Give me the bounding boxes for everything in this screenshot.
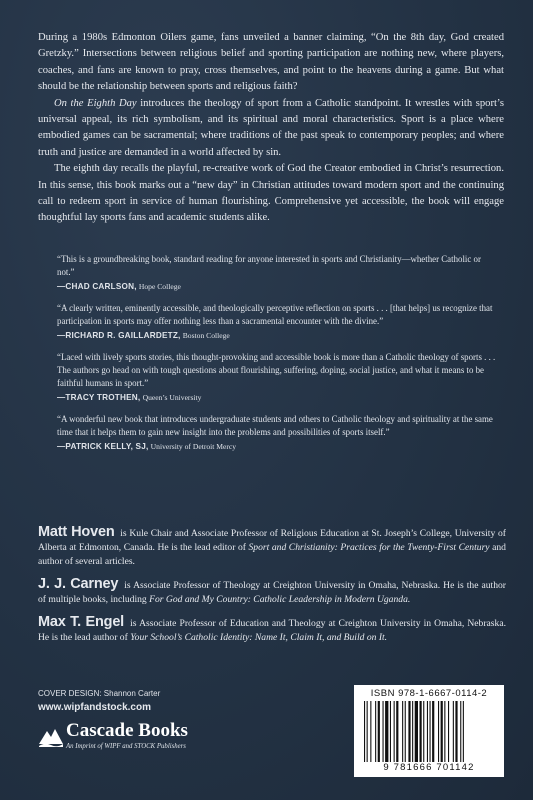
author-bio	[38, 525, 506, 569]
endorsement-attribution	[57, 329, 497, 342]
endorsements	[57, 253, 497, 462]
author-bio	[38, 615, 506, 645]
author-bio	[38, 577, 506, 607]
author-book-title: Sport and Christianity: Practices for the Twenty-First Century	[248, 542, 490, 553]
endorsement	[57, 253, 497, 293]
author-book-title: Your School’s Catholic Identity: Name It, Claim It, and Build on It.	[130, 632, 388, 643]
endorsement-attribution	[57, 280, 497, 293]
cover-design-credit: COVER DESIGN: Shannon Carter	[38, 689, 161, 698]
author-bio-text: is Associate Professor of Education and Theology at Creighton University in Omaha, Nebraska. He is the lead author of	[38, 618, 506, 643]
author-name: Matt Hoven	[38, 524, 115, 540]
endorser-affiliation: University of Detroit Mercy	[150, 442, 237, 451]
endorser-name: —TRACY TROTHEN,	[57, 393, 141, 402]
publisher-name: Cascade Books	[66, 720, 188, 741]
author-name: J. J. Carney	[38, 576, 119, 592]
publisher-website: www.wipfandstock.com	[38, 702, 151, 713]
endorser-affiliation: Queen’s University	[142, 393, 202, 402]
author-book-title: For God and My Country: Catholic Leadership in Modern Uganda.	[149, 594, 411, 605]
endorser-name: —CHAD CARLSON,	[57, 282, 137, 291]
endorser-name: —PATRICK KELLY, SJ,	[57, 442, 149, 451]
author-bio-text-end: and author of several articles.	[38, 542, 506, 567]
publisher-imprint: An Imprint of WIPF and STOCK Publishers	[66, 743, 186, 750]
endorser-affiliation: Boston College	[182, 331, 230, 340]
endorsement	[57, 413, 497, 453]
description-paragraph-1: During a 1980s Edmonton Oilers game, fans unveiled a banner claiming, “On the 8th day, God created Gretzky.” Intersections between religious belief and sporting participation are nothing new, where players, coaches, and fans are known to pray, cross themselves, and point to the heavens during a game. But what should be the relationship between sports and religious faith?	[38, 32, 504, 93]
isbn-barcode	[354, 685, 504, 777]
endorsement-text: “A wonderful new book that introduces undergraduate students and others to Catholic theology and spirituality at the same time that it helps them to gain new insight into the problems and possibilities of sports itself.”	[57, 414, 493, 437]
endorsement-attribution	[57, 391, 497, 404]
endorsement-attribution	[57, 440, 497, 453]
isbn-label: ISBN 978-1-6667-0114-2	[370, 688, 488, 699]
endorsement	[57, 351, 497, 404]
endorsement-text: “A clearly written, eminently accessible, and theologically perceptive reflection on sports . . . [that helps] us recognize that participation in sports may offer nothing less than a sacramental encounter with the divine.”	[57, 303, 493, 326]
endorsement	[57, 302, 497, 342]
author-name: Max T. Engel	[38, 614, 125, 630]
endorser-name: —RICHARD R. GAILLARDETZ,	[57, 331, 181, 340]
mountain-logo-icon	[38, 722, 64, 748]
book-description	[38, 30, 504, 227]
endorsement-text: “Laced with lively sports stories, this thought-provoking and accessible book is more than a Catholic theology of sports . . . The authors go head on with tough questions about flourishing, suffering, doping, social justice, and what it means to be faithful humans in sport.”	[57, 352, 496, 388]
description-paragraph-2-text: introduces the theology of sport from a Catholic standpoint. It wrestles with sport’s universal appeal, its rich symbolism, and its spiritual and moral characteristics. Sport is a place where embodied games can be sacramental; where traditions of the past speak to contemporary peoples; and where truth and justice are demanded in a world affected by sin.	[38, 97, 504, 158]
barcode-digits: 9 781666 701142	[354, 762, 504, 773]
author-bio-text: is Kule Chair and Associate Professor of Religious Education at St. Joseph’s College, University of Alberta at Edmonton, Canada. He is the lead editor of	[38, 528, 506, 553]
barcode-icon	[362, 701, 496, 763]
description-paragraph-2	[38, 96, 504, 162]
endorsement-text: “This is a groundbreaking book, standard reading for anyone interested in sports and Christianity—whether Catholic or not.”	[57, 254, 481, 277]
description-paragraph-3: The eighth day recalls the playful, re-creative work of God the Creator embodied in Christ’s resurrection. In this sense, this book marks out a “new day” in Christian attitudes toward modern sport and the continuing call to redeem sport in service of human flourishing. Comprehensive yet accessible, the book will engage thoughtful lay sports fans and academic students alike.	[38, 163, 504, 224]
endorser-affiliation: Hope College	[138, 282, 181, 291]
publisher-logo	[38, 720, 238, 760]
book-title-inline: On the Eighth Day	[54, 97, 137, 109]
author-bio-text: is Associate Professor of Theology at Creighton University in Omaha, Nebraska. He is the author of multiple books, including	[38, 580, 506, 605]
author-bios	[38, 525, 506, 653]
